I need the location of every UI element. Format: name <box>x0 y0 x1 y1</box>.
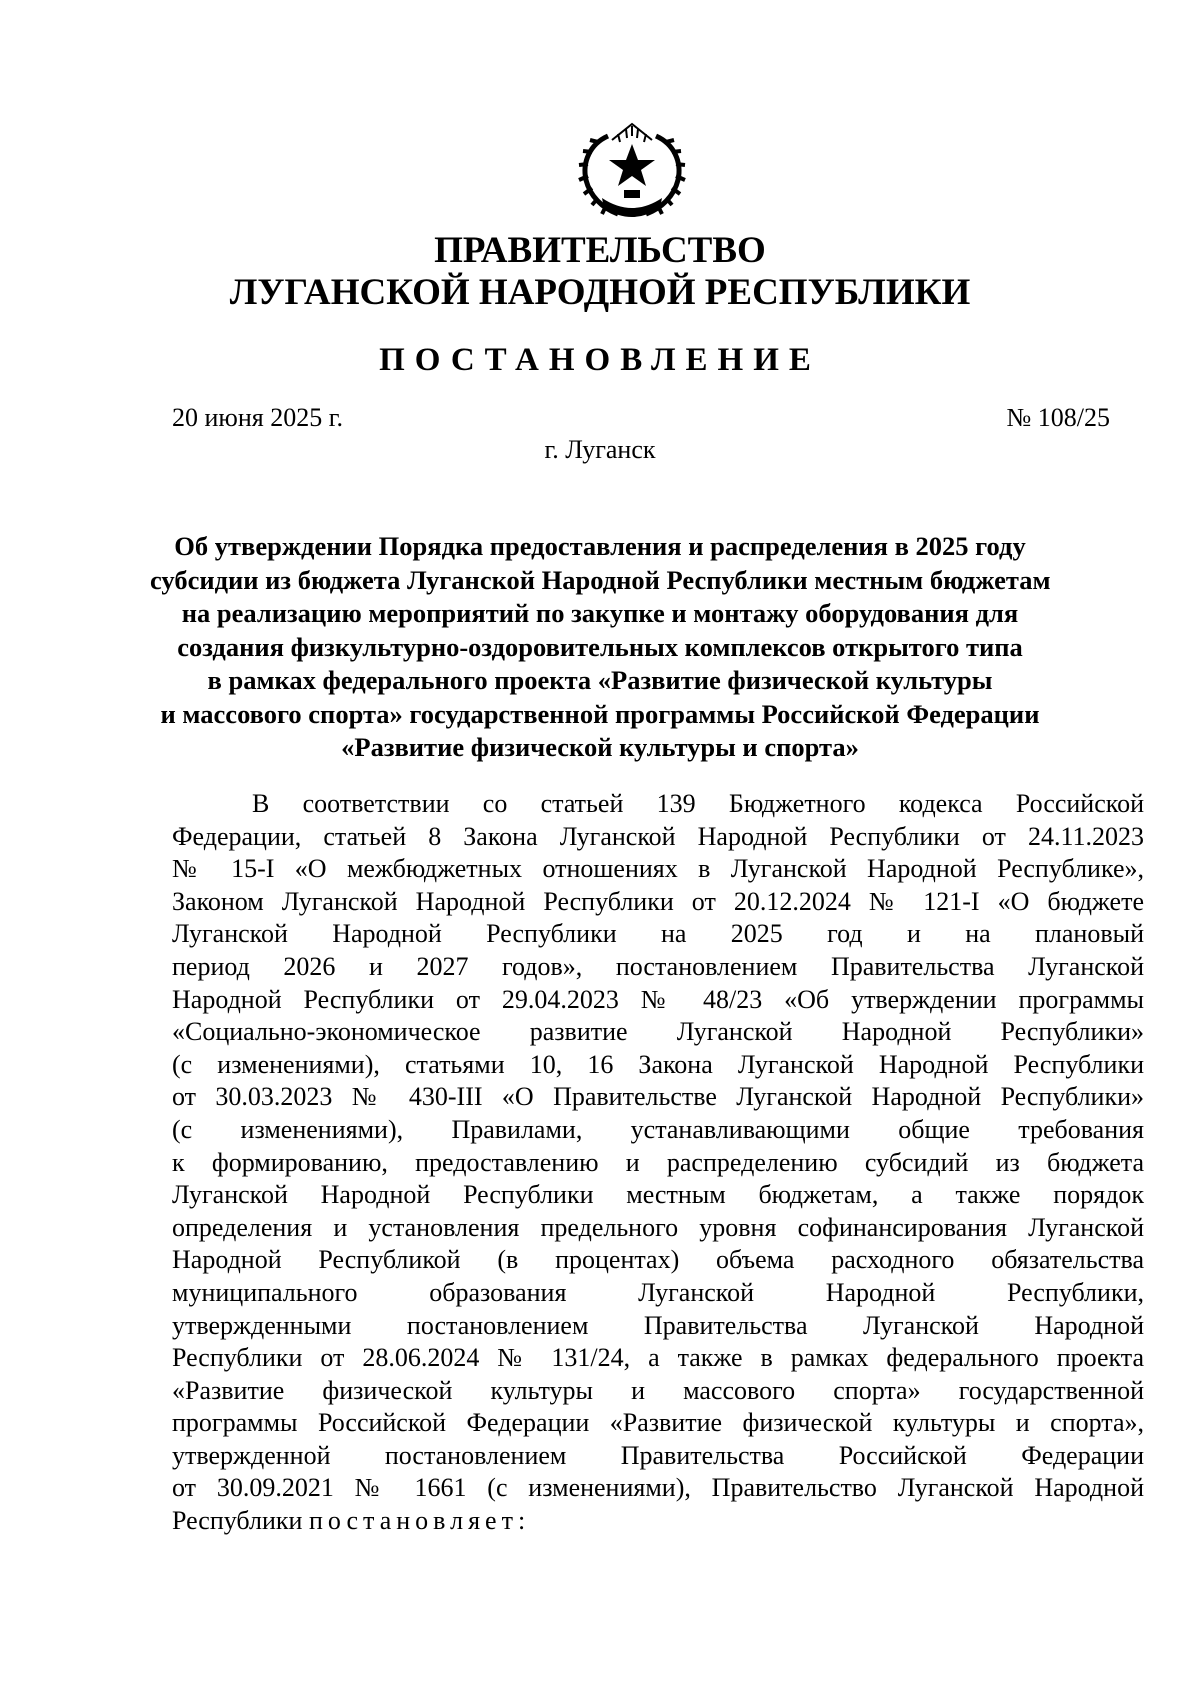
body-line: Луганской Народной Республики местным бюджетам, а также порядок <box>172 1180 1144 1210</box>
body-line: Законом Луганской Народной Республики от 20.12.2024 № 121-I «О бюджете <box>172 886 1144 916</box>
title-line: в рамках федерального проекта «Развитие физической культуры <box>207 665 993 695</box>
body-last-line <box>172 1505 1144 1538</box>
body-line: от 30.09.2021 № 1661 (с изменениями), Правительство Луганской Народной <box>172 1473 1144 1503</box>
body-line: Луганской Народной Республики на 2025 год и на плановый <box>172 919 1144 949</box>
organization-name-line-2: ЛУГАНСКОЙ НАРОДНОЙ РЕСПУБЛИКИ <box>229 272 971 313</box>
resolution-word: постановляет: <box>308 1506 531 1536</box>
body-line: период 2026 и 2027 годов», постановлением Правительства Луганской <box>172 951 1144 981</box>
body-line: определения и установления предельного уровня софинансирования Луганской <box>172 1212 1144 1242</box>
body-line: Народной Республики от 29.04.2023 № 48/23 «Об утверждении программы <box>172 984 1144 1014</box>
body-line: утвержденными постановлением Правительства Луганской Народной <box>172 1310 1144 1340</box>
title-line: и массового спорта» государственной программы Российской Федерации <box>160 698 1040 729</box>
body-line: утвержденной постановлением Правительства Российской Федерации <box>172 1440 1144 1470</box>
title-line: создания физкультурно-оздоровительных комплексов открытого типа <box>177 631 1023 662</box>
document-body <box>172 788 1144 1538</box>
body-line: Народной Республикой (в процентах) объема расходного обязательства <box>172 1245 1144 1275</box>
title-line: на реализацию мероприятий по закупке и монтажу оборудования для <box>181 598 1019 628</box>
body-line: (с изменениями), Правилами, устанавливающими общие требования <box>172 1114 1144 1144</box>
title-line: субсидии из бюджета Луганской Народной Республики местным бюджетам <box>150 564 1051 595</box>
body-last-line-prefix: Республики <box>172 1506 309 1536</box>
document-date: 20 июня 2025 г. <box>172 403 343 432</box>
body-line: (с изменениями), статьями 10, 16 Закона Луганской Народной Республики <box>172 1049 1144 1079</box>
coat-of-arms-emblem <box>568 118 696 222</box>
document-number: № 108/25 <box>1006 403 1110 432</box>
title-line: Об утверждении Порядка предоставления и распределения в 2025 году <box>174 531 1026 561</box>
body-line: В соответствии со статьей 139 Бюджетного кодекса Российской <box>252 789 1144 818</box>
body-line: к формированию, предоставлению и распределению субсидий из бюджета <box>172 1147 1144 1177</box>
title-line: «Развитие физической культуры и спорта» <box>341 732 859 762</box>
body-line: «Развитие физической культуры и массового спорта» государственной <box>172 1375 1144 1405</box>
body-line: «Социально-экономическое развитие Луганской Народной Республики» <box>172 1017 1144 1047</box>
body-line: Федерации, статьей 8 Закона Луганской Народной Республики от 24.11.2023 <box>172 821 1144 851</box>
body-line: Республики от 28.06.2024 № 131/24, а также в рамках федерального проекта <box>172 1343 1144 1373</box>
organization-name-line-1: ПРАВИТЕЛЬСТВО <box>434 230 766 271</box>
document-type: ПОСТАНОВЛЕНИЕ <box>379 342 821 378</box>
body-line: муниципального образования Луганской Народной Республики, <box>172 1277 1144 1307</box>
body-line: № 15-I «О межбюджетных отношениях в Луганской Народной Республике», <box>172 854 1144 884</box>
document-city: г. Луганск <box>544 435 656 464</box>
body-line: программы Российской Федерации «Развитие физической культуры и спорта», <box>172 1408 1144 1438</box>
body-line: от 30.03.2023 № 430-III «О Правительстве Луганской Народной Республики» <box>172 1082 1144 1112</box>
document-title <box>150 530 1050 765</box>
